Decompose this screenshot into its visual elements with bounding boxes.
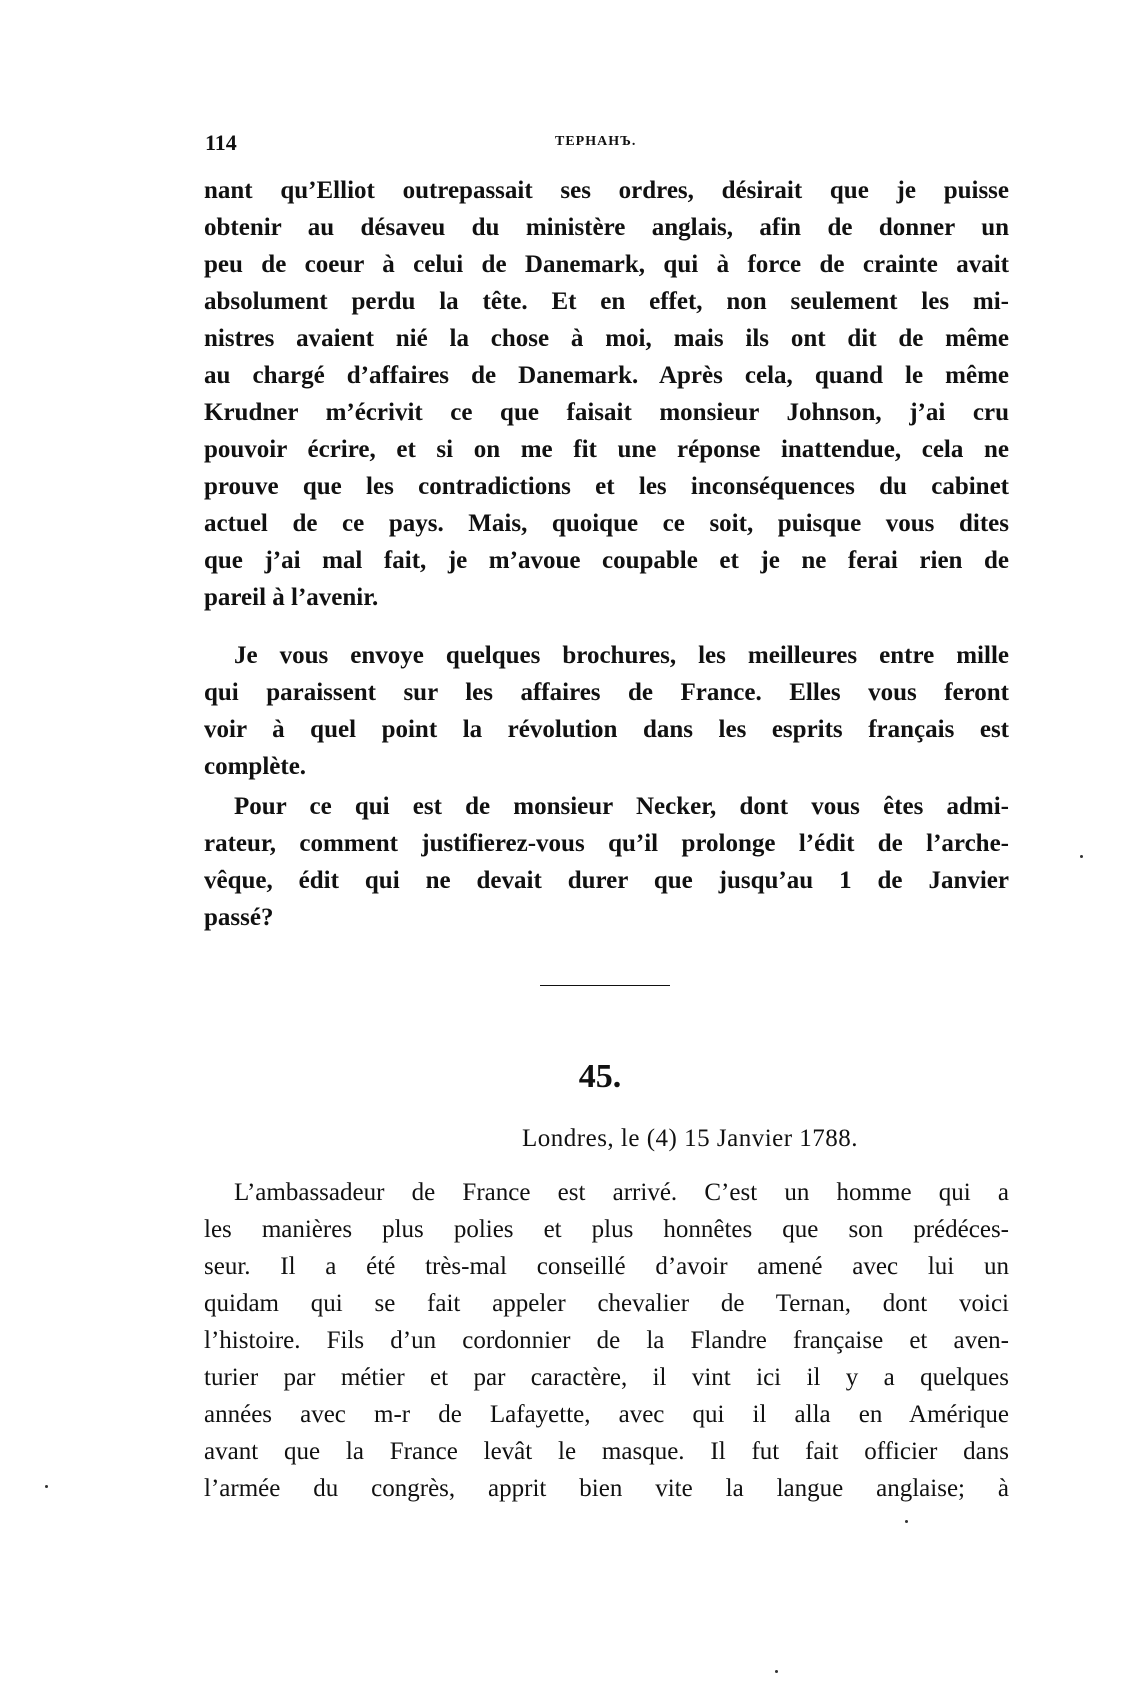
scan-speck: [1080, 855, 1083, 858]
letter-dateline: Londres, le (4) 15 Janvier 1788.: [522, 1125, 859, 1152]
running-head: ТЕРНАНЪ.: [555, 134, 637, 149]
text-line: vêque, édit qui ne devait durer que jusqu’au 1 de Janvier: [204, 867, 1009, 894]
text-line: obtenir au désaveu du ministère anglais, afin de donner un: [204, 214, 1009, 241]
text-line: quidam qui se fait appeler chevalier de Ternan, dont voici: [204, 1290, 1009, 1317]
text-line: pareil à l’avenir.: [204, 584, 379, 611]
text-line: avant que la France levât le masque. Il fut fait officier dans: [204, 1438, 1009, 1465]
text-line: nistres avaient nié la chose à moi, mais ils ont dit de même: [204, 325, 1009, 352]
text-line: les manières plus polies et plus honnêtes que son prédéces-: [204, 1216, 1009, 1243]
text-line: qui paraissent sur les affaires de France. Elles vous feront: [204, 679, 1009, 706]
page-number: 114: [205, 130, 237, 155]
brochures-paragraph: [204, 637, 1009, 785]
text-line: l’histoire. Fils d’un cordonnier de la Flandre française et aven-: [204, 1327, 1009, 1354]
text-line: seur. Il a été très-mal conseillé d’avoir amené avec lui un: [204, 1253, 1009, 1280]
letter-number: 45.: [578, 1058, 622, 1095]
text-line: actuel de ce pays. Mais, quoique ce soit, puisque vous dites: [204, 510, 1009, 537]
text-line: au chargé d’affaires de Danemark. Après cela, quand le même: [204, 362, 1009, 389]
text-line: prouve que les contradictions et les inconséquences du cabinet: [204, 473, 1009, 500]
text-line: voir à quel point la révolution dans les esprits français est: [204, 716, 1009, 743]
necker-paragraph: [204, 788, 1009, 936]
text-line: Krudner m’écrivit ce que faisait monsieur Johnson, j’ai cru: [204, 399, 1009, 426]
text-line: complète.: [204, 753, 307, 780]
text-line: Je vous envoye quelques brochures, les meilleures entre mille: [234, 642, 1009, 669]
text-line: nant qu’Elliot outrepassait ses ordres, désirait que je puisse: [204, 177, 1009, 204]
text-line: que j’ai mal fait, je m’avoue coupable et je ne ferai rien de: [204, 547, 1009, 574]
text-line: turier par métier et par caractère, il vint ici il y a quelques: [204, 1364, 1009, 1391]
text-line: années avec m-r de Lafayette, avec qui il alla en Amérique: [204, 1401, 1009, 1428]
text-line: pouvoir écrire, et si on me fit une réponse inattendue, cela ne: [204, 436, 1009, 463]
text-line: peu de coeur à celui de Danemark, qui à force de crainte avait: [204, 251, 1009, 278]
text-line: rateur, comment justifierez-vous qu’il prolonge l’édit de l’arche-: [204, 830, 1009, 857]
text-line: passé?: [204, 904, 274, 931]
section-divider: [540, 985, 670, 986]
text-line: L’ambassadeur de France est arrivé. C’est un homme qui a: [234, 1179, 1009, 1206]
text-line: absolument perdu la tête. Et en effet, non seulement les mi-: [204, 288, 1009, 315]
scan-speck: [45, 1485, 48, 1488]
continuation-paragraph: [204, 172, 1009, 616]
scan-speck: [905, 1520, 908, 1523]
scan-speck: [775, 1670, 778, 1673]
letter-body: [204, 1174, 1009, 1507]
text-line: Pour ce qui est de monsieur Necker, dont vous êtes admi-: [234, 793, 1009, 820]
text-line: l’armée du congrès, apprit bien vite la langue anglaise; à: [204, 1475, 1009, 1502]
page-header: [205, 130, 1005, 160]
